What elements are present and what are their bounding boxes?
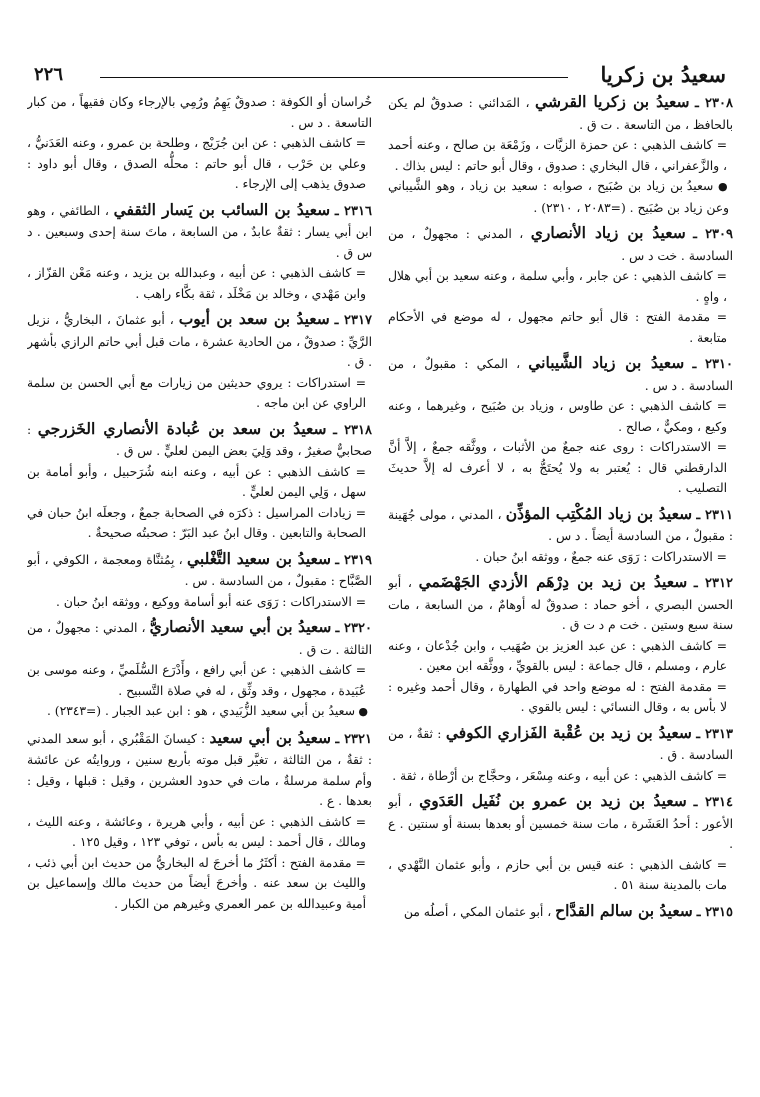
entry-description: ، المدني : مجهولٌ ، من السادسة . خت د س . [388, 227, 733, 263]
source-quote: = زيادات المراسيل : ذكرَه في الصحابة جمعٌ ، وجعلَه ابنُ حبان في الصحابة والتابعين . وقال ابنُ عبد البَرّ : صحبتُه صحيحةٌ . [27, 505, 366, 540]
entry-number: ٢٣١٩ ـ [335, 552, 372, 568]
entry-number: ٢٣٢١ ـ [335, 731, 372, 747]
narrator-name: سعيدُ بن أبي سعيد [209, 727, 332, 747]
source-quote: = كاشف الذهبي : عن أبيه ، وعبدالله بن يزيد ، وعنه مَعْن القزّاز ، وابن مَهْدي ، وخالد بن مَخْلَد ، ثقة بكَّاء راهب . [27, 266, 366, 301]
entry-description: ، أبو عثمانَ ، البخاريُّ ، نزيل الرَّيِّ : صدوقٌ ، من الحادية عشرة ، مات قبل أبي حاتم الرازي بأشهر . ق . [27, 313, 372, 369]
entry-heading [388, 572, 733, 636]
entry-heading [27, 617, 372, 660]
entry-number: ٢٣١٢ ـ [693, 576, 733, 591]
entry-description: ، المدني : مجهولٌ ، من الثالثة . ت ق . [27, 621, 372, 657]
entry-heading [388, 353, 733, 396]
source-quote: = كاشف الذهبي : عن أبي رافع ، وأَدْرَع السُّلَميِّ ، وعنه موسى بن عُبَيدة ، مجهول ، وقد وثِّق ، له في صلاة التَّسبيح . [27, 663, 366, 698]
entry-heading [27, 728, 372, 812]
biography-entry [388, 572, 733, 718]
entry-description: : ثقةٌ ، من السادسة . ق . [388, 726, 733, 762]
entry-heading [388, 223, 733, 266]
entry-heading [388, 723, 733, 766]
entry-description: : صحابيٌّ صغيرٌ ، وقد وَلِيَ بعض اليمن لعليٍّ . س ق . [27, 422, 372, 458]
narrator-name: سعيدُ بن زياد الشَّيباني [528, 353, 685, 372]
source-quote: = كاشف الذهبي : عن جابر ، وأبي سلمة ، وعنه سعيد بن أبي هلال ، واهٍ . [388, 269, 727, 304]
entry-description: ، أبو الحسن البصري ، أخو حماد : صدوقٌ له أوهامٌ ، من السابعة ، مات سنة سبع وستين . خت م د ت ق . [388, 576, 733, 632]
source-quote: = كاشف الذهبي : عنه قيس بن أبي حازم ، وأبو عثمان النَّهْدي ، مات بالمدينة سنة ٥١ . [388, 857, 727, 892]
narrator-name: سعيدُ بن زياد المُكْتِب المؤذِّن [505, 503, 693, 523]
biography-entry [388, 92, 733, 218]
narrator-name: سعيدُ بن زيد بن عمرو بن نُفَيل العَدَوي [419, 791, 687, 810]
source-quote: = كاشف الذهبي : عن عبد العزيز بن صُهَيب ، وابن جُدْعان ، وعنه عارم ، ومسلم ، قال جماعة : ليس بالقويِّ ، ووثَّقه ابن معين . [388, 638, 727, 673]
entry-number: ٢٣١٥ ـ [696, 904, 733, 920]
source-quote: = مقدمة الفتح : أكثَرُ ما أخرجَ له البخاريُّ من حديث ابن أبي ذئب ، والليث بن سعد عنه . وأخرجَ أيضاً من حديث مالك وإسماعيل بن أمية وعبيدالله بن عمر العمري وغيرهم من الكبار . [27, 855, 366, 911]
source-quote: = كاشف الذهبي : عن حمزة الزيَّات ، وزَمْعَة بن صالح ، وعنه أحمد ، والزَّعفراني ، قال البخاري : صدوق ، وقال أبو حاتم : ليس بذاك . [388, 138, 727, 173]
biography-entry [388, 353, 733, 499]
continued-entry [27, 92, 372, 195]
entry-heading [388, 791, 733, 855]
biography-entry [388, 791, 733, 896]
narrator-name: سعيدُ بن أبي سعيد الأنصاريُّ [149, 617, 332, 636]
source-quote: = كاشف الذهبي : عن أبيه ، وعنه مِسْعَر ، وحجَّاج بن أرْطاة ، ثقة . [392, 768, 727, 783]
narrator-name: سعيدُ بن زيد بن عُقْبة الفَزاري الكوفي [445, 722, 692, 742]
entry-number: ٢٣٠٩ ـ [693, 227, 733, 242]
cross-reference-note [27, 701, 372, 723]
bullet-icon: ● [713, 180, 729, 193]
header-rule [100, 77, 568, 78]
entry-heading [27, 200, 372, 264]
entry-description: ، المدني ، مولى جُهَينة : مقبولٌ ، من السادسة أيضاً . د س . [388, 507, 733, 543]
entry-number: ٢٣١٠ ـ [692, 357, 733, 372]
biography-entry [27, 728, 372, 915]
narrator-name: سعيدُ بن زياد الأنصاري [530, 223, 686, 242]
entry-heading [27, 419, 372, 462]
entry-heading [27, 549, 372, 592]
page-header [28, 62, 732, 90]
biography-entry [388, 504, 733, 568]
entry-number: ٢٣٢٠ ـ [335, 621, 372, 636]
source-quote: = الاستدراكات : روى عنه جمعٌ من الأثبات ، ووثَّقه جمعٌ ، إلاَّ أنَّ الدارقطني قال : يُعتبر به ولا يُحتَجُّ به ، لا أعرف له إلاَّ حديثَ التصليب . [388, 440, 727, 495]
biography-entry [388, 901, 733, 924]
source-quote: = كاشف الذهبي : عن أبيه ، وأبي هريرة ، وعائشة ، وعنه الليث ، ومالك ، قال أحمد : ليس به بأس ، توفي ١٢٣ ، وقيل ١٢٥ . [27, 814, 366, 849]
entry-number: ٢٣١٤ ـ [693, 795, 733, 810]
entry-heading [388, 92, 733, 135]
entry-heading [388, 504, 733, 547]
narrator-name: سعيدُ بن زيد بن دِرْهَم الأزدي الجَهْضَمي [418, 572, 688, 591]
cross-reference-text: سعيدُ بن زياد بن صُبَيح ، صوابه : سعيد بن زياد ، وهو الشَّيباني وعن زياد بن صُبَيح . (=٢٠٨٣ ، ٢٣١٠) . [388, 179, 729, 215]
continued-text: خُراسان أو الكوفة : صدوقٌ يَهِمُ ورُمِي بالإرجاء وكان فقيهاً ، من كبار التاسعة . د س . [27, 95, 372, 130]
entry-description: : كيسانَ المَقْبُري ، أبو سعد المدني : ثقةٌ ، من الثالثة ، تغيَّر قبل موته بأربع سنين ، وروايتُه عن عائشة وأم سلمة مرسلةٌ ، مات في حدود العشرين ، وقيل : قبلها ، وقيل : بعدها . ع . [27, 731, 372, 808]
entry-number: ٢٣١٦ ـ [334, 203, 372, 219]
source-quote: = الاستدراكات : رَوَى عنه جمعٌ ، ووثقه ابنُ حبان . [475, 549, 727, 564]
entry-description: ، الطائفي ، وهو ابن أبي يسار : ثقةٌ عابدٌ ، من السابعة ، ماتَ سنة إحدى وسبعين . د س ق . [27, 203, 372, 260]
biography-entry [27, 200, 372, 305]
biography-entry [27, 419, 372, 544]
bullet-icon: ● [354, 705, 368, 718]
entry-description: ، بِمُثنَّاة ومعجمة ، الكوفي ، أبو الصَّبَّاح : مقبولٌ ، من السادسة . س . [27, 552, 372, 588]
source-quote: = مقدمة الفتح : له موضع واحد في الطهارة ، وقال أحمد وغيره : لا بأس به ، وقال النسائي : ليس بالقوي . [388, 679, 727, 714]
page-number: ٢٢٦ [34, 64, 64, 85]
entry-number: ٢٣١١ ـ [696, 507, 733, 523]
source-quote: = كاشف الذهبي : عن ابن جُرَيْج ، وطلحة بن عمرو ، وعنه العَدَنيُّ ، وعلي بن حَرْب ، قال أبو حاتم : محلُّه الصدق ، وقال أبو داود : صدوق يذهب إلى الإرجاء . [27, 136, 366, 191]
entry-heading [388, 901, 733, 924]
source-quote: = مقدمة الفتح : قال أبو حاتم مجهول ، له موضع في الأحكام متابعة . [388, 310, 727, 345]
entry-number: ٢٣١٨ ـ [333, 422, 372, 438]
narrator-name: سعيدُ بن سعد بن أيوب [178, 309, 330, 328]
biography-entry [27, 309, 372, 414]
source-quote: = كاشف الذهبي : عن أبيه ، وعنه ابنه شُرَحبيل ، وأبو أمامة بن سهل ، وَلِي اليمن لعليٍّ . [27, 464, 366, 499]
narrator-name: سعيدُ بن سالم القدَّاح [555, 900, 693, 920]
source-quote: = الاستدراكات : رَوَى عنه أبو أسامة ووكيع ، ووثقه ابنُ حبان . [55, 594, 366, 609]
entry-description: ، أبو الأعور : أحدُ العَشَرة ، مات سنة خمسين أو بعدها بسنة أو سنتين . ع . [388, 795, 733, 851]
entry-number: ٢٣٠٨ ـ [695, 96, 733, 111]
entry-heading [27, 309, 372, 373]
entry-description: ، أبو عثمان المكي ، أصلُه من [403, 904, 552, 919]
right-column [388, 92, 733, 1082]
biography-entry [388, 223, 733, 348]
cross-reference-note [388, 176, 733, 218]
source-quote: = كاشف الذهبي : عن طاوس ، وزياد بن صُبَيح ، وغيرهما ، وعنه وكيع ، ومكيٌّ ، صالح . [388, 399, 727, 434]
source-quote: = استدراكات : يروي حديثين من زيارات مع أبي الحسن بن سلمة الراوي عن ابن ماجه . [27, 375, 366, 410]
narrator-name: سعيدُ بن السائب بن يَسار الثقفي [113, 199, 331, 219]
cross-reference-text: سعيدُ بن أبي سعيد الزُّبَيدي ، هو : ابن عبد الجبار . (=٢٣٤٣) . [46, 704, 355, 718]
left-column [27, 92, 372, 1082]
narrator-name: سعيدُ بن سعد بن عُبادة الأنصاري الخَزرجي [37, 418, 327, 438]
entry-number: ٢٣١٧ ـ [334, 313, 372, 328]
narrator-name: سعيدُ بن زكريا القرشي [535, 92, 690, 111]
narrator-name: سعيدُ بن سعيد التَّغْلبي [186, 548, 331, 568]
biography-entry [27, 617, 372, 723]
entry-number: ٢٣١٣ ـ [696, 726, 733, 742]
biography-entry [388, 723, 733, 787]
biography-entry [27, 549, 372, 613]
running-title: سعيدُ بن زكريا [600, 62, 726, 87]
entry-description: ، المَدائني : صدوقٌ لم يكن بالحافظ ، من التاسعة . ت ق . [388, 96, 733, 132]
entry-description: ، المكي : مقبولٌ ، من السادسة . د س . [388, 357, 733, 393]
